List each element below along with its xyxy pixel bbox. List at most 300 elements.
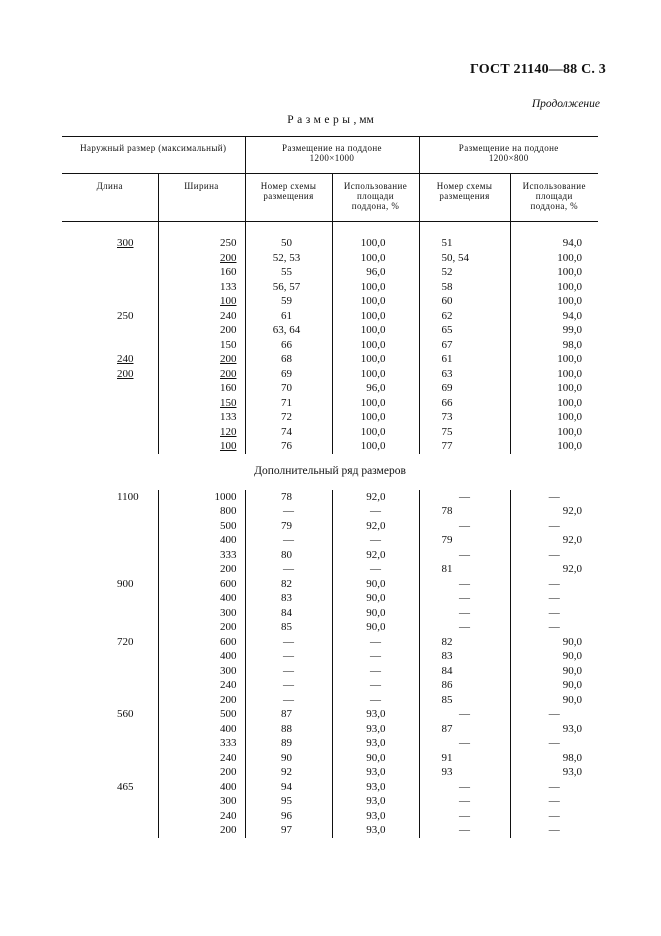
cell-scheme-1 (245, 251, 332, 266)
cell-scheme-1 (245, 780, 332, 795)
cell-scheme-2-text: 66 (441, 396, 453, 409)
cell-usage-2-text: 100,0 (557, 411, 583, 423)
cell-usage-1-text: 100,0 (360, 440, 386, 452)
cell-length (62, 606, 158, 621)
cell-usage-1 (332, 265, 419, 280)
header-placement-1200x800: Размещение на поддоне 1200×800 (419, 137, 598, 174)
cell-scheme-1-text: 83 (281, 592, 292, 604)
cell-scheme-2-text: 69 (441, 382, 453, 394)
cell-length (62, 809, 158, 824)
cell-length (62, 707, 158, 722)
cell-width-text: 120 (220, 425, 237, 438)
table-row (62, 338, 598, 353)
cell-length-text: 240 (117, 353, 134, 365)
cell-scheme-2 (419, 236, 510, 251)
cell-scheme-2 (419, 323, 510, 338)
cell-length (62, 751, 158, 766)
cell-width-text: 100 (220, 440, 237, 452)
cell-scheme-2 (419, 577, 510, 592)
cell-length (62, 736, 158, 751)
cell-usage-2 (510, 794, 598, 809)
cell-usage-1 (332, 678, 419, 693)
cell-usage-2 (510, 323, 598, 338)
cell-usage-2 (510, 381, 598, 396)
cell-scheme-2 (419, 396, 510, 411)
cell-width-text: 333 (220, 737, 237, 749)
table-row (62, 381, 598, 396)
cell-usage-2 (510, 236, 598, 251)
cell-width (158, 678, 245, 693)
cell-width (158, 693, 245, 708)
cell-length (62, 649, 158, 664)
cell-scheme-1-text: 52, 53 (272, 251, 301, 264)
cell-length (62, 533, 158, 548)
cell-scheme-1 (245, 794, 332, 809)
cell-usage-1 (332, 707, 419, 722)
cell-usage-1-text: — (370, 635, 381, 648)
cell-width-text: 250 (220, 237, 237, 249)
cell-usage-2 (510, 425, 598, 440)
table-row (62, 519, 598, 534)
cell-usage-1 (332, 548, 419, 563)
cell-usage-1 (332, 504, 419, 519)
cell-width (158, 280, 245, 295)
cell-usage-2-text: — (548, 621, 560, 633)
cell-scheme-1 (245, 294, 332, 309)
cell-width (158, 265, 245, 280)
cell-scheme-2-text: — (459, 592, 471, 604)
section-row (62, 454, 598, 490)
cell-length-text: 200 (117, 367, 134, 380)
cell-usage-1-text: — (370, 650, 381, 662)
cell-width-text: 400 (220, 592, 237, 604)
cell-length (62, 323, 158, 338)
table-row (62, 367, 598, 382)
cell-scheme-2 (419, 620, 510, 635)
table-row (62, 577, 598, 592)
cell-scheme-2 (419, 533, 510, 548)
cell-width (158, 823, 245, 838)
cell-usage-1 (332, 823, 419, 838)
cell-scheme-1-text: 61 (281, 309, 292, 322)
cell-usage-2 (510, 620, 598, 635)
cell-usage-1 (332, 649, 419, 664)
table-row (62, 794, 598, 809)
cell-scheme-2 (419, 693, 510, 708)
cell-usage-2 (510, 722, 598, 737)
cell-usage-2 (510, 265, 598, 280)
cell-width (158, 309, 245, 324)
cell-width-text: 200 (220, 824, 237, 836)
cell-width-text: 400 (220, 722, 237, 735)
cell-scheme-1 (245, 620, 332, 635)
spacer-cell (419, 222, 510, 237)
cell-scheme-1-text: 90 (281, 751, 292, 764)
cell-scheme-1 (245, 504, 332, 519)
table-row (62, 620, 598, 635)
cell-width (158, 562, 245, 577)
cell-length (62, 794, 158, 809)
cell-usage-2 (510, 251, 598, 266)
table-row (62, 649, 598, 664)
cell-length-text: 560 (117, 708, 134, 720)
cell-scheme-2 (419, 606, 510, 621)
cell-scheme-2 (419, 504, 510, 519)
cell-usage-1 (332, 693, 419, 708)
table-row (62, 309, 598, 324)
cell-scheme-2 (419, 309, 510, 324)
cell-usage-2 (510, 736, 598, 751)
cell-scheme-2-text: — (459, 737, 471, 749)
cell-scheme-2 (419, 519, 510, 534)
cell-usage-2 (510, 504, 598, 519)
cell-scheme-1 (245, 577, 332, 592)
cell-scheme-2-text: 63 (441, 367, 453, 380)
cell-width (158, 396, 245, 411)
cell-width (158, 649, 245, 664)
cell-usage-1-text: — (370, 563, 381, 575)
cell-length (62, 562, 158, 577)
cell-scheme-2-text: 93 (441, 766, 453, 778)
cell-scheme-1 (245, 606, 332, 621)
cell-usage-2-text: 100,0 (557, 440, 583, 452)
cell-length-text: 1100 (117, 490, 139, 503)
cell-usage-1 (332, 519, 419, 534)
cell-scheme-2 (419, 294, 510, 309)
cell-width-text: 133 (220, 411, 237, 423)
cell-scheme-1 (245, 396, 332, 411)
cell-usage-1-text: — (370, 679, 381, 691)
table-row (62, 396, 598, 411)
cell-usage-2-text: — (548, 708, 560, 720)
cell-usage-2 (510, 707, 598, 722)
cell-length (62, 396, 158, 411)
cell-scheme-2 (419, 678, 510, 693)
cell-scheme-2-text: 73 (441, 411, 453, 423)
cell-width (158, 664, 245, 679)
cell-usage-1 (332, 606, 419, 621)
cell-scheme-2 (419, 490, 510, 505)
header-area-usage-1: Использование площади поддона, % (332, 174, 419, 222)
cell-usage-2 (510, 693, 598, 708)
cell-width (158, 410, 245, 425)
cell-scheme-2 (419, 251, 510, 266)
header-area-usage-2: Использование площади поддона, % (510, 174, 598, 222)
cell-scheme-1 (245, 519, 332, 534)
cell-width-text: 400 (220, 780, 237, 793)
cell-usage-1-text: — (370, 664, 381, 677)
cell-scheme-1 (245, 751, 332, 766)
table-row (62, 236, 598, 251)
cell-scheme-2-text: 67 (441, 338, 453, 351)
table-row (62, 490, 598, 505)
cell-usage-1-text: 100,0 (360, 411, 386, 423)
cell-width (158, 504, 245, 519)
cell-usage-1-text: 90,0 (366, 592, 386, 604)
cell-scheme-1-text: 50 (281, 237, 292, 249)
cell-width-text: 160 (220, 382, 237, 394)
cell-width-text: 1000 (214, 490, 237, 503)
cell-scheme-1-text: 96 (281, 809, 292, 822)
cell-usage-2 (510, 649, 598, 664)
cell-scheme-2 (419, 664, 510, 679)
cell-scheme-1-text: 82 (281, 577, 292, 590)
cell-usage-1-text: 90,0 (366, 751, 386, 764)
cell-scheme-1-text: — (283, 664, 294, 677)
cell-scheme-1-text: 95 (281, 795, 292, 807)
cell-usage-1 (332, 591, 419, 606)
cell-usage-1 (332, 751, 419, 766)
cell-usage-2 (510, 533, 598, 548)
cell-usage-2 (510, 294, 598, 309)
cell-width (158, 707, 245, 722)
cell-usage-1-text: 92,0 (366, 519, 386, 532)
cell-scheme-2-text: — (459, 795, 471, 807)
cell-usage-2 (510, 606, 598, 621)
cell-width-text: 600 (220, 635, 237, 648)
cell-width (158, 577, 245, 592)
cell-usage-2 (510, 751, 598, 766)
table-body (62, 222, 598, 838)
cell-usage-2 (510, 664, 598, 679)
cell-usage-2-text: 98,0 (562, 751, 583, 764)
cell-scheme-1 (245, 490, 332, 505)
header-scheme-number-1: Номер схемы размещения (245, 174, 332, 222)
cell-scheme-1-text: 71 (281, 396, 292, 409)
cell-length (62, 620, 158, 635)
cell-width-text: 240 (220, 751, 237, 764)
header-outer-size: Наружный размер (максимальный) (62, 137, 245, 174)
cell-width (158, 736, 245, 751)
cell-scheme-1-text: — (283, 505, 294, 517)
cell-scheme-1 (245, 562, 332, 577)
cell-length (62, 352, 158, 367)
cell-length (62, 780, 158, 795)
cell-width-text: 300 (220, 664, 237, 677)
cell-usage-1 (332, 367, 419, 382)
cell-width (158, 722, 245, 737)
section-title: Дополнительный ряд размеров (254, 465, 406, 478)
table-row (62, 439, 598, 454)
cell-usage-2-text: — (548, 592, 560, 604)
cell-scheme-1 (245, 823, 332, 838)
table-row (62, 635, 598, 650)
cell-scheme-2 (419, 823, 510, 838)
cell-scheme-1-text: — (283, 635, 294, 648)
spacer-row (62, 222, 598, 237)
cell-scheme-1-text: 66 (281, 338, 292, 351)
cell-width (158, 323, 245, 338)
cell-usage-2-text: 92,0 (562, 534, 583, 546)
cell-scheme-2-text: — (459, 621, 471, 633)
cell-scheme-2-text: 91 (441, 751, 453, 764)
cell-width-text: 500 (220, 519, 237, 532)
cell-usage-2-text: 100,0 (557, 280, 583, 293)
cell-scheme-2-text: 84 (441, 664, 453, 677)
cell-usage-2 (510, 548, 598, 563)
cell-usage-1-text: 92,0 (366, 490, 386, 503)
header-scheme-number-2: Номер схемы размещения (419, 174, 510, 222)
cell-usage-2 (510, 765, 598, 780)
cell-usage-2-text: 94,0 (562, 237, 583, 249)
cell-width-text: 150 (220, 338, 237, 351)
table-row (62, 678, 598, 693)
cell-usage-1-text: 93,0 (366, 824, 386, 836)
cell-width (158, 236, 245, 251)
cell-usage-2 (510, 823, 598, 838)
table-row (62, 809, 598, 824)
cell-usage-1 (332, 664, 419, 679)
table-row (62, 533, 598, 548)
cell-scheme-2-text: 60 (441, 295, 453, 307)
cell-width (158, 519, 245, 534)
cell-usage-1-text: 100,0 (360, 237, 386, 249)
cell-scheme-1-text: 78 (281, 490, 292, 503)
cell-usage-1 (332, 736, 419, 751)
cell-usage-1-text: 93,0 (366, 766, 386, 778)
cell-usage-2 (510, 396, 598, 411)
cell-scheme-2 (419, 751, 510, 766)
cell-usage-2-text: 100,0 (557, 266, 583, 278)
cell-scheme-2 (419, 410, 510, 425)
cell-usage-1 (332, 352, 419, 367)
cell-scheme-1-text: — (283, 534, 294, 546)
cell-width (158, 367, 245, 382)
cell-usage-1 (332, 635, 419, 650)
cell-scheme-1-text: 56, 57 (272, 280, 301, 293)
table-row (62, 693, 598, 708)
cell-width-text: 800 (220, 505, 237, 517)
cell-width-text: 400 (220, 534, 237, 546)
cell-usage-2 (510, 635, 598, 650)
cell-scheme-2 (419, 649, 510, 664)
cell-width-text: 200 (220, 621, 237, 633)
cell-scheme-1-text: — (283, 650, 294, 662)
cell-usage-1 (332, 323, 419, 338)
cell-usage-1-text: 90,0 (366, 606, 386, 619)
cell-usage-2 (510, 352, 598, 367)
cell-scheme-2-text: 50, 54 (441, 251, 470, 264)
table-row (62, 591, 598, 606)
cell-length (62, 309, 158, 324)
cell-usage-1-text: 90,0 (366, 577, 386, 590)
cell-scheme-2-text: 78 (441, 505, 453, 517)
cell-width (158, 548, 245, 563)
cell-length (62, 265, 158, 280)
cell-scheme-1-text: 92 (281, 766, 292, 778)
cell-length (62, 280, 158, 295)
cell-scheme-1 (245, 439, 332, 454)
cell-usage-1 (332, 809, 419, 824)
cell-scheme-1 (245, 809, 332, 824)
cell-scheme-2 (419, 425, 510, 440)
cell-scheme-1 (245, 548, 332, 563)
cell-usage-1-text: — (370, 505, 381, 517)
cell-width (158, 338, 245, 353)
cell-usage-2 (510, 490, 598, 505)
cell-scheme-1 (245, 381, 332, 396)
cell-length (62, 823, 158, 838)
cell-usage-2 (510, 809, 598, 824)
cell-scheme-2 (419, 722, 510, 737)
cell-usage-2 (510, 562, 598, 577)
cell-usage-1-text: 100,0 (360, 353, 386, 365)
cell-scheme-1-text: 88 (281, 722, 292, 735)
cell-length (62, 236, 158, 251)
cell-scheme-1 (245, 533, 332, 548)
table-row (62, 425, 598, 440)
cell-usage-2-text: — (548, 606, 560, 619)
cell-scheme-2-text: 75 (441, 425, 453, 438)
table-row (62, 352, 598, 367)
cell-width-text: 240 (220, 309, 237, 322)
cell-usage-1 (332, 794, 419, 809)
cell-usage-2-text: — (548, 737, 560, 749)
cell-width-text: 500 (220, 708, 237, 720)
cell-scheme-1 (245, 352, 332, 367)
cell-scheme-1-text: 69 (281, 367, 292, 380)
cell-scheme-2 (419, 635, 510, 650)
cell-usage-2-text: 90,0 (562, 679, 583, 691)
cell-scheme-2 (419, 439, 510, 454)
cell-scheme-1 (245, 591, 332, 606)
cell-scheme-1-text: — (283, 679, 294, 691)
cell-width-text: 200 (220, 693, 237, 706)
cell-scheme-1 (245, 323, 332, 338)
cell-width-text: 100 (220, 295, 237, 307)
cell-scheme-1 (245, 309, 332, 324)
table-row (62, 251, 598, 266)
cell-scheme-2-text: — (459, 548, 471, 561)
cell-scheme-2-text: — (459, 577, 471, 590)
cell-usage-2 (510, 410, 598, 425)
cell-usage-1 (332, 562, 419, 577)
cell-scheme-1-text: — (283, 563, 294, 575)
sizes-table (62, 136, 598, 838)
cell-length (62, 439, 158, 454)
cell-usage-1 (332, 236, 419, 251)
table-row (62, 548, 598, 563)
cell-usage-1 (332, 280, 419, 295)
cell-length-text: 465 (117, 780, 134, 793)
cell-usage-2-text: 100,0 (557, 353, 583, 365)
cell-scheme-1 (245, 664, 332, 679)
cell-width (158, 251, 245, 266)
cell-length (62, 693, 158, 708)
cell-usage-2-text: 90,0 (562, 664, 583, 677)
table-row (62, 823, 598, 838)
cell-scheme-1-text: 68 (281, 353, 292, 365)
cell-scheme-2 (419, 780, 510, 795)
cell-usage-2 (510, 280, 598, 295)
cell-length (62, 722, 158, 737)
cell-width (158, 809, 245, 824)
cell-usage-2-text: 100,0 (557, 251, 583, 264)
cell-width-text: 200 (220, 766, 237, 778)
cell-width (158, 533, 245, 548)
cell-length (62, 664, 158, 679)
cell-scheme-2 (419, 794, 510, 809)
cell-scheme-1-text: 79 (281, 519, 292, 532)
cell-usage-1 (332, 439, 419, 454)
cell-width-text: 240 (220, 809, 237, 822)
cell-scheme-2-text: 51 (441, 237, 453, 249)
cell-scheme-2-text: 61 (441, 353, 453, 365)
header-placement-1200x1000: Размещение на поддоне 1200×1000 (245, 137, 419, 174)
cell-scheme-2 (419, 765, 510, 780)
cell-scheme-1 (245, 765, 332, 780)
cell-usage-2-text: — (548, 490, 560, 503)
